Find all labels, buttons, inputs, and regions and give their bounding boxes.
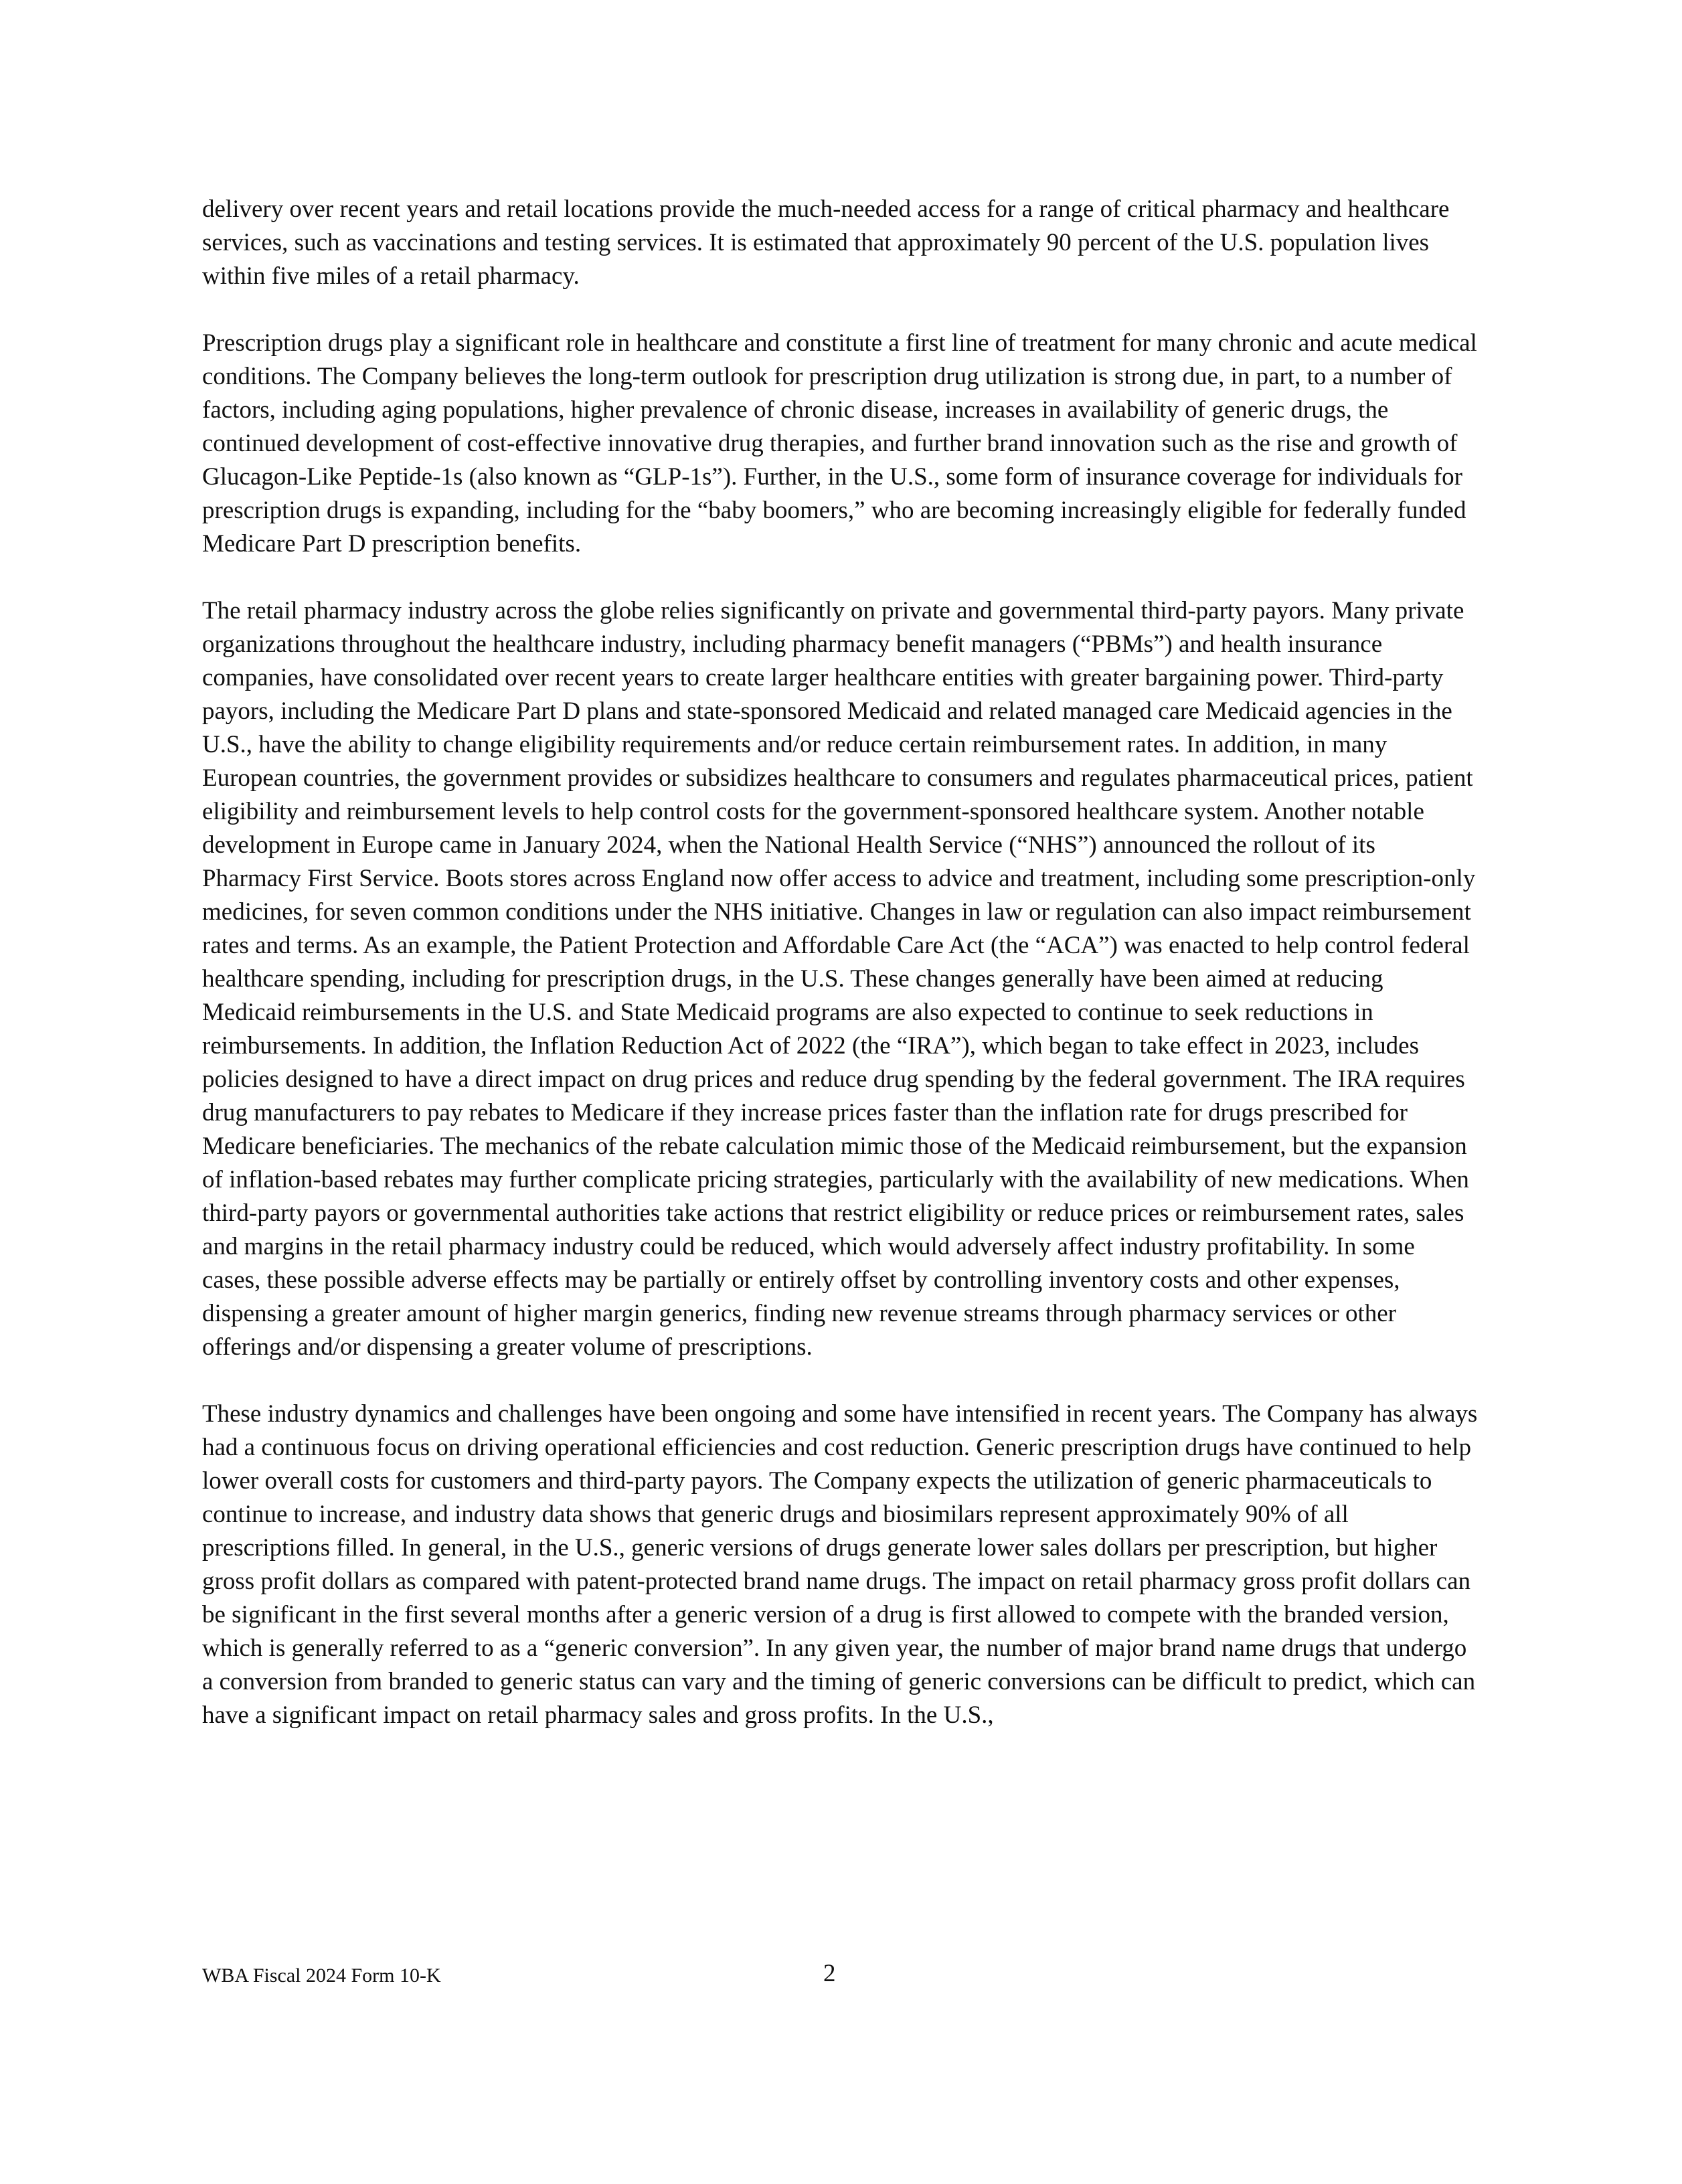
paragraph-industry-dynamics: These industry dynamics and challenges have been ongoing and some have intensified in recent years. The Company has always had a continuous focus on driving operational efficiencies and cost reduction. Generic prescription drugs have continued to help lower overall costs for customers and third-party payors. The Company expects the utilization of generic pharmaceuticals to continue to increase, and industry data shows that generic drugs and biosimilars represent approximately 90% of all prescriptions filled. In general, in the U.S., generic versions of drugs generate lower sales dollars per prescription, but higher gross profit dollars as compared with patent-protected brand name drugs. The impact on retail pharmacy gross profit dollars can be significant in the first several months after a generic version of a drug is first allowed to compete with the branded version, which is generally referred to as a “generic conversion”. In any given year, the number of major brand name drugs that undergo a conversion from branded to generic status can vary and the timing of generic conversions can be difficult to predict, which can have a significant impact on retail pharmacy sales and gross profits. In the U.S., [202, 1400, 1478, 1729]
paragraph-prescription-outlook: Prescription drugs play a significant role in healthcare and constitute a first line of treatment for many chronic and acute medical conditions. The Company believes the long-term outlook for prescription drug utilization is strong due, in part, to a number of factors, including aging populations, higher prevalence of chronic disease, increases in availability of generic drugs, the continued development of cost-effective innovative drug therapies, and further brand innovation such as the rise and growth of Glucagon-Like Peptide-1s (also known as “GLP-1s”). Further, in the U.S., some form of insurance coverage for individuals for prescription drugs is expanding, including for the “baby boomers,” who are becoming increasingly eligible for federally funded Medicare Part D prescription benefits. [202, 329, 1477, 558]
paragraph-third-party-payors: The retail pharmacy industry across the globe relies significantly on private and governmental third-party payors. Many private organizations throughout the healthcare industry, including pharmacy benefit managers (“PBMs”) and health insurance companies, have consolidated over recent years to create larger healthcare entities with greater bargaining power. Third-party payors, including the Medicare Part D plans and state-sponsored Medicaid and related managed care Medicaid agencies in the U.S., have the ability to change eligibility requirements and/or reduce certain reimbursement rates. In addition, in many European countries, the government provides or subsidizes healthcare to consumers and regulates pharmaceutical prices, patient eligibility and reimbursement levels to help control costs for the government-sponsored healthcare system. Another notable development in Europe came in January 2024, when the National Health Service (“NHS”) announced the rollout of its Pharmacy First Service. Boots stores across England now offer access to advice and treatment, including some prescription-only medicines, for seven common conditions under the NHS initiative. Changes in law or regulation can also impact reimbursement rates and terms. As an example, the Patient Protection and Affordable Care Act (the “ACA”) was enacted to help control federal healthcare spending, including for prescription drugs, in the U.S. These changes generally have been aimed at reducing Medicaid reimbursements in the U.S. and State Medicaid programs are also expected to continue to seek reductions in reimbursements. In addition, the Inflation Reduction Act of 2022 (the “IRA”), which began to take effect in 2023, includes policies designed to have a direct impact on drug prices and reduce drug spending by the federal government. The IRA requires drug manufacturers to pay rebates to Medicare if they increase prices faster than the inflation rate for drugs prescribed for Medicare beneficiaries. The mechanics of the rebate calculation mimic those of the Medicaid reimbursement, but the expansion of inflation-based rebates may further complicate pricing strategies, particularly with the availability of new medications. When third-party payors or governmental authorities take actions that restrict eligibility or reduce prices or reimbursement rates, sales and margins in the retail pharmacy industry could be reduced, which would adversely affect industry profitability. In some cases, these possible adverse effects may be partially or entirely offset by controlling inventory costs and other expenses, dispensing a greater amount of higher margin generics, finding new revenue streams through pharmacy services or other offerings and/or dispensing a greater volume of prescriptions. [202, 597, 1476, 1361]
paragraph-retail-access: delivery over recent years and retail locations provide the much-needed access for a range of critical pharmacy and healthcare services, such as vaccinations and testing services. It is estimated that approximately 90 percent of the U.S. population lives within five miles of a retail pharmacy. [202, 195, 1450, 290]
body-text [202, 193, 1479, 1766]
footer-document-label: WBA Fiscal 2024 Form 10-K [202, 1964, 441, 1987]
page-number: 2 [823, 1960, 836, 1987]
